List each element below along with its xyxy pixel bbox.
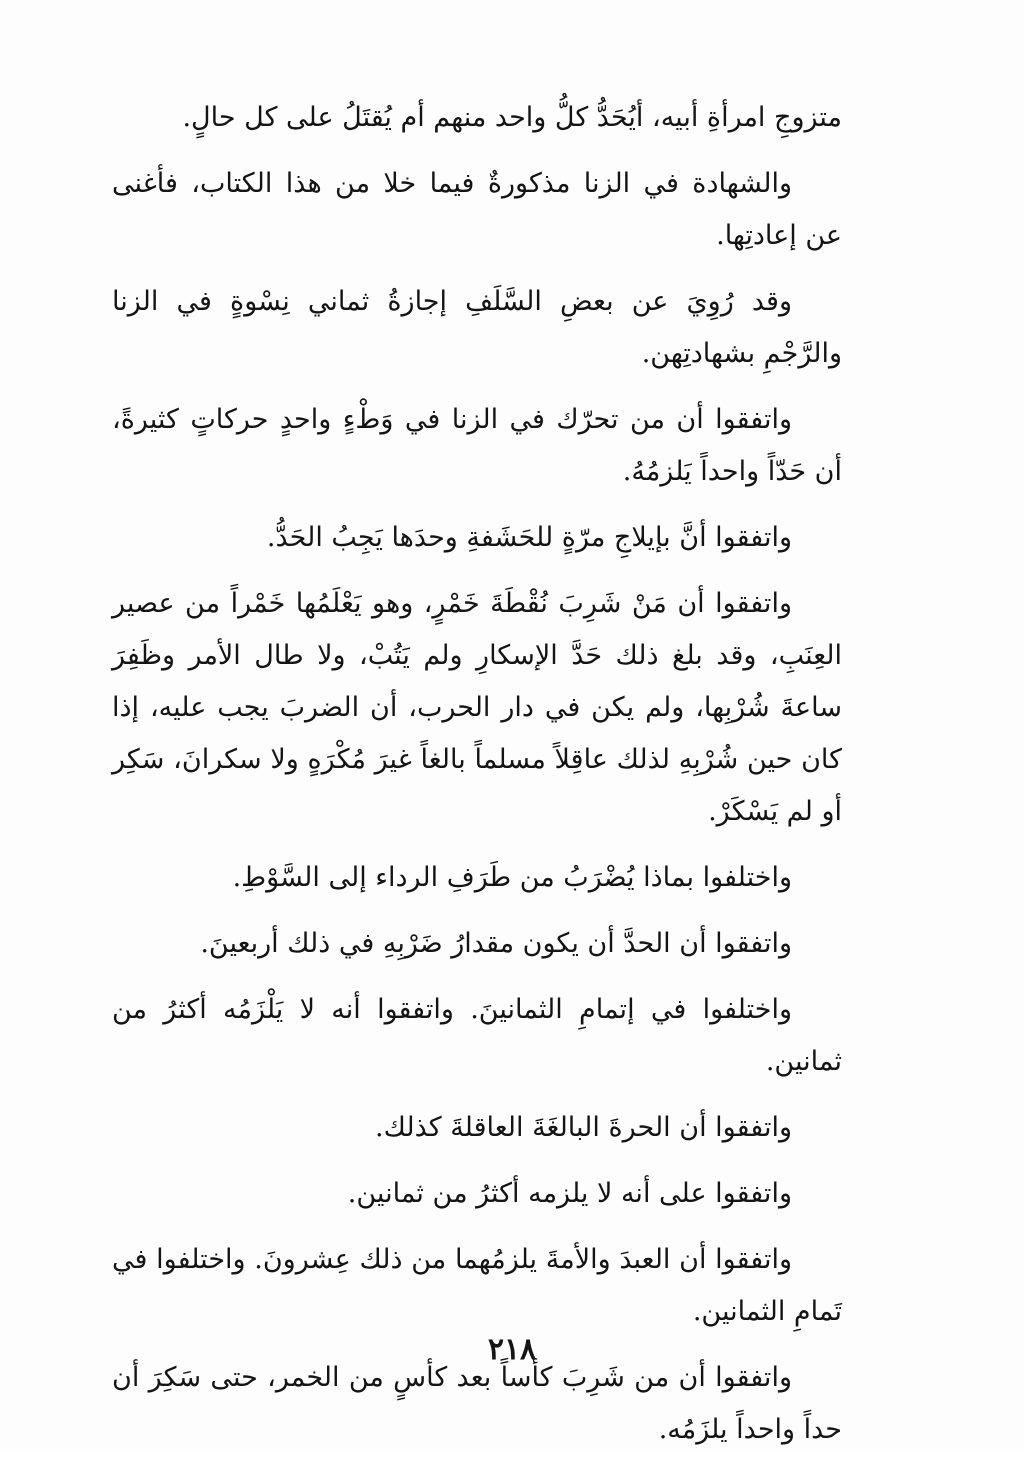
paragraph: متزوجِ امرأةِ أبيه، أيُحَدُّ كلُّ واحد منهم أم يُقتَلُ على كل حالٍ.	[182, 102, 842, 133]
page-number: ٢١٨	[487, 1332, 537, 1367]
paragraph: واتفقوا أن مَنْ شَرِبَ نُقْطَةَ خَمْرٍ، وهو يَعْلَمُها خَمْراً من عصير العِنَبِ، وقد بلغ ذلك حَدَّ الإسكارِ ولم يَتُبْ، ولا طال الأمر وظَفِرَ ساعةَ شُرْبِها، ولم يكن في دار الحرب، أن الضربَ يجب عليه، إذا كان حين شُرْبِهِ لذلك عاقِلاً مسلماً بالغاً غيرَ مُكْرَهٍ ولا سكرانَ، سَكِر أو لم يَسْكَرْ.	[112, 588, 842, 827]
paragraph: واتفقوا أنَّ بإيلاجِ مرّةٍ للحَشَفةِ وحدَها يَجِبُ الحَدُّ.	[266, 522, 792, 553]
paragraph: واختلفوا في إتمامِ الثمانينَ. واتفقوا أنه لا يَلْزَمُه أكثرُ من ثمانين.	[112, 994, 842, 1077]
paragraph: واتفقوا على أنه لا يلزمه أكثرُ من ثمانين.	[347, 1178, 792, 1209]
paragraph: واتفقوا أن الحدَّ أن يكون مقدارُ ضَرْبِهِ في ذلك أربعينَ.	[200, 928, 792, 959]
paragraph: واتفقوا أن من شَرِبَ كأساً بعد كأسٍ من الخمر، حتى سَكِرَ أن حداً واحداً يلزَمُه.	[112, 1362, 842, 1445]
paragraph: واتفقوا أن الحرةَ البالغَةَ العاقلةَ كذلك.	[375, 1112, 792, 1143]
paragraph: والشهادة في الزنا مذكورةٌ فيما خلا من هذا الكتاب، فأغنى عن إعادتِها.	[112, 168, 842, 251]
paragraph: واتفقوا أن من تحرّك في الزنا في وَطْءٍ واحدٍ حركاتٍ كثيرةً، أن حَدّاً واحداً يَلزمُهُ.	[112, 404, 842, 487]
paragraph: وقد رُوِيَ عن بعضِ السَّلَفِ إجازةُ ثماني نِسْوةٍ في الزنا والرَّجْمِ بشهادتِهن.	[112, 286, 842, 369]
paragraph: واختلفوا بماذا يُضْرَبُ من طَرَفِ الرداء إلى السَّوْطِ.	[232, 862, 792, 893]
paragraph: واتفقوا أن العبدَ والأمةَ يلزمُهما من ذلك عِشرونَ. واختلفوا في تَمامِ الثمانين.	[112, 1244, 842, 1327]
body-text	[112, 92, 842, 1470]
